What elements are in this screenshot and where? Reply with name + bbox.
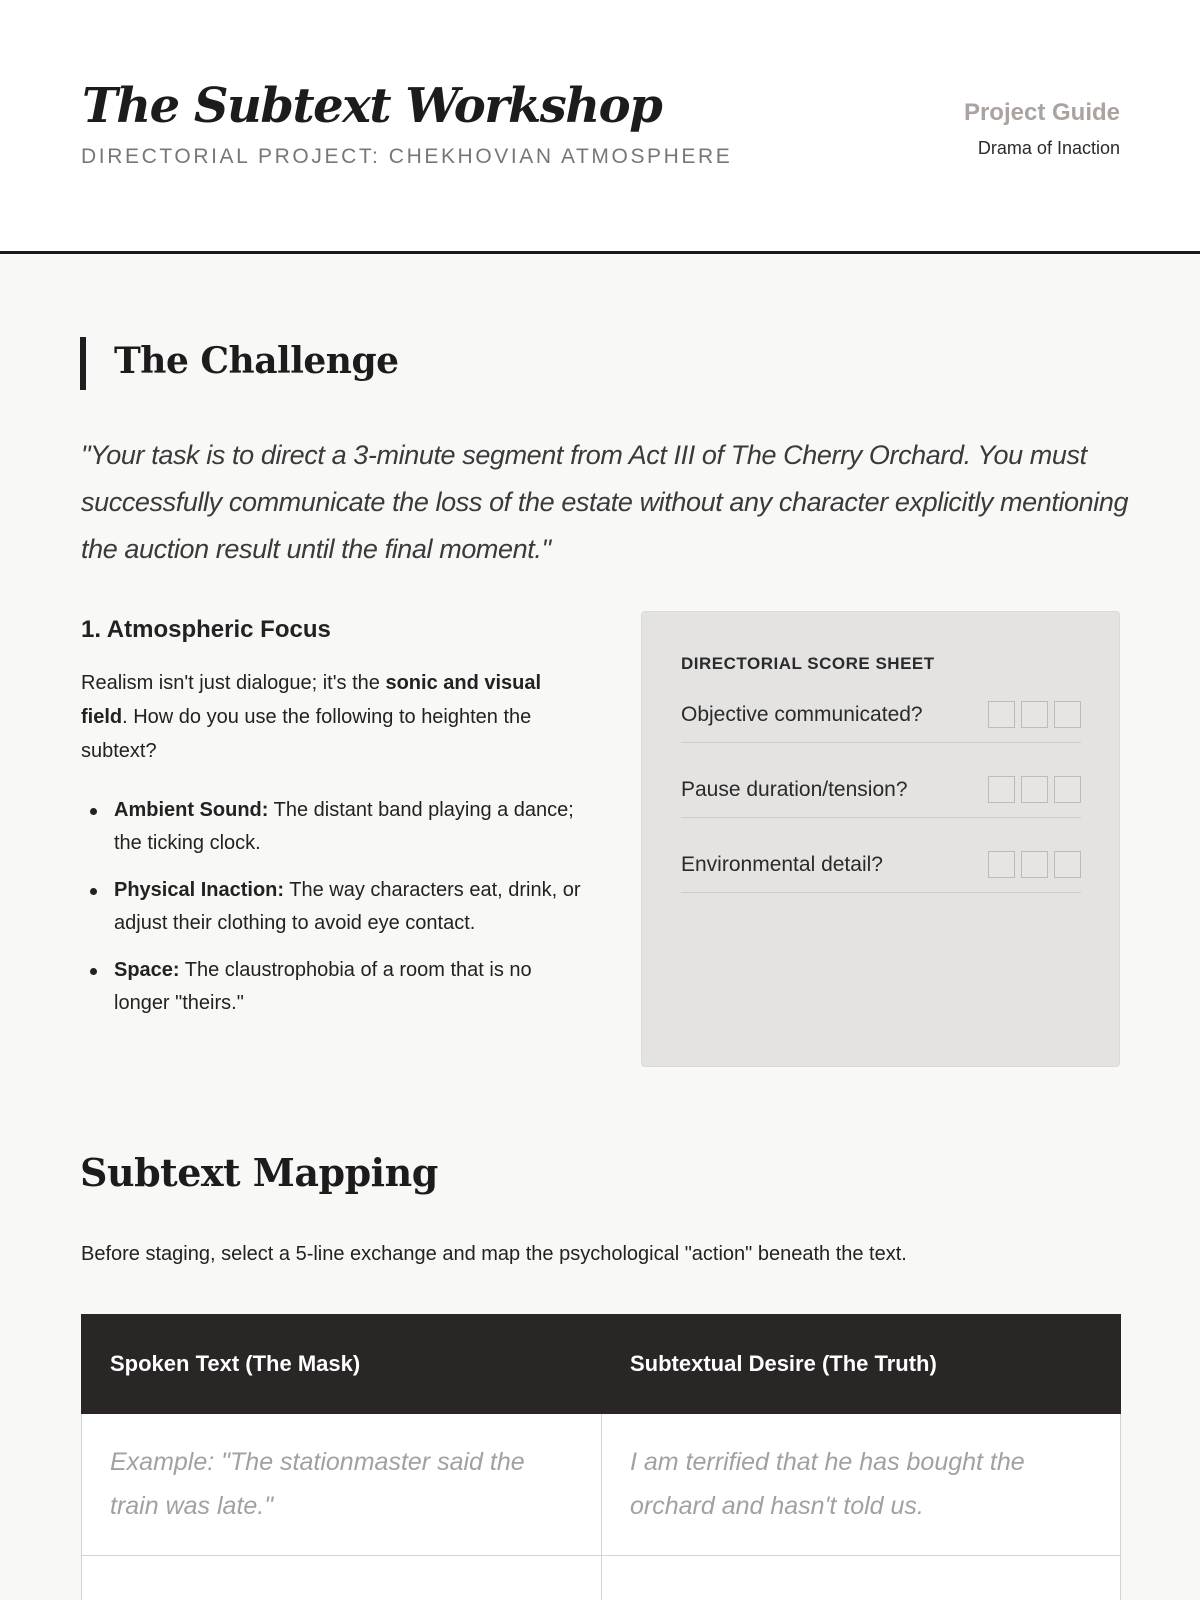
list-item-term: Physical Inaction: bbox=[114, 879, 285, 901]
list-item-term: Space: bbox=[114, 959, 180, 981]
atmospheric-focus-section bbox=[81, 616, 581, 1034]
intro-text-bold: sonic and visual field bbox=[81, 672, 542, 728]
intro-text-start: Realism isn't just dialogue; it's the bbox=[81, 672, 386, 694]
intro-text-end: . How do you use the following to heighten the subtext? bbox=[81, 706, 532, 762]
page-title: The Subtext Workshop bbox=[82, 78, 662, 134]
table-row bbox=[82, 1556, 1121, 1600]
project-guide-subtitle: Drama of Inaction bbox=[977, 138, 1120, 158]
score-row bbox=[681, 698, 1081, 743]
rating-checkbox[interactable] bbox=[1054, 851, 1081, 878]
rating-checkbox[interactable] bbox=[988, 851, 1015, 878]
score-sheet-card bbox=[641, 611, 1120, 1067]
rating-checkbox[interactable] bbox=[1021, 701, 1048, 728]
subtext-mapping-table bbox=[81, 1314, 1121, 1600]
subtext-mapping-description: Before staging, select a 5-line exchange and map the psychological "action" beneath the text. bbox=[81, 1243, 907, 1265]
challenge-quote: "Your task is to direct a 3-minute segment from Act III of The Cherry Orchard. You must successfully communicate the loss of the estate without any character explicitly mentioning the auction result until the final moment." bbox=[81, 440, 1129, 564]
spoken-text-cell[interactable]: Example: "The stationmaster said the train was late." bbox=[82, 1414, 602, 1556]
subtext-cell[interactable]: I am terrified that he has bought the orchard and hasn't told us. bbox=[602, 1414, 1121, 1556]
rating-boxes bbox=[988, 851, 1081, 878]
table-row bbox=[82, 1414, 1121, 1556]
atmospheric-focus-intro bbox=[81, 666, 551, 768]
rating-checkbox[interactable] bbox=[1021, 851, 1048, 878]
rating-boxes bbox=[988, 776, 1081, 803]
page-header bbox=[0, 0, 1200, 254]
rating-checkbox[interactable] bbox=[1054, 776, 1081, 803]
challenge-heading: The Challenge bbox=[114, 340, 399, 382]
list-item bbox=[81, 874, 581, 940]
list-item-text: The way characters eat, drink, or adjust their clothing to avoid eye contact. bbox=[114, 879, 581, 934]
rating-checkbox[interactable] bbox=[1054, 701, 1081, 728]
score-question: Objective communicated? bbox=[681, 703, 923, 726]
score-sheet-title: DIRECTORIAL SCORE SHEET bbox=[681, 654, 935, 673]
list-item bbox=[81, 794, 581, 860]
table-header-row bbox=[82, 1315, 1121, 1414]
section-accent-bar bbox=[80, 337, 86, 390]
atmospheric-focus-heading: 1. Atmospheric Focus bbox=[81, 616, 331, 643]
subtext-mapping-heading: Subtext Mapping bbox=[80, 1150, 438, 1195]
rating-checkbox[interactable] bbox=[988, 701, 1015, 728]
list-item-text: The claustrophobia of a room that is no longer "theirs." bbox=[114, 959, 532, 1014]
list-item-text: The distant band playing a dance; the ticking clock. bbox=[114, 799, 574, 854]
column-header-subtextual-desire: Subtextual Desire (The Truth) bbox=[602, 1315, 1121, 1414]
rating-checkbox[interactable] bbox=[988, 776, 1015, 803]
list-item bbox=[81, 954, 581, 1020]
score-row bbox=[681, 773, 1081, 818]
page-subtitle: DIRECTORIAL PROJECT: CHEKHOVIAN ATMOSPHERE bbox=[81, 145, 733, 168]
score-row bbox=[681, 848, 1081, 893]
list-item-term: Ambient Sound: bbox=[114, 799, 269, 821]
score-question: Pause duration/tension? bbox=[681, 778, 908, 801]
spoken-text-cell[interactable] bbox=[82, 1556, 602, 1600]
rating-checkbox[interactable] bbox=[1021, 776, 1048, 803]
subtext-cell[interactable] bbox=[602, 1556, 1121, 1600]
rating-boxes bbox=[988, 701, 1081, 728]
score-question: Environmental detail? bbox=[681, 853, 883, 876]
project-guide-label: Project Guide bbox=[963, 99, 1120, 126]
column-header-spoken-text: Spoken Text (The Mask) bbox=[82, 1315, 602, 1414]
atmospheric-focus-list bbox=[81, 794, 581, 1020]
